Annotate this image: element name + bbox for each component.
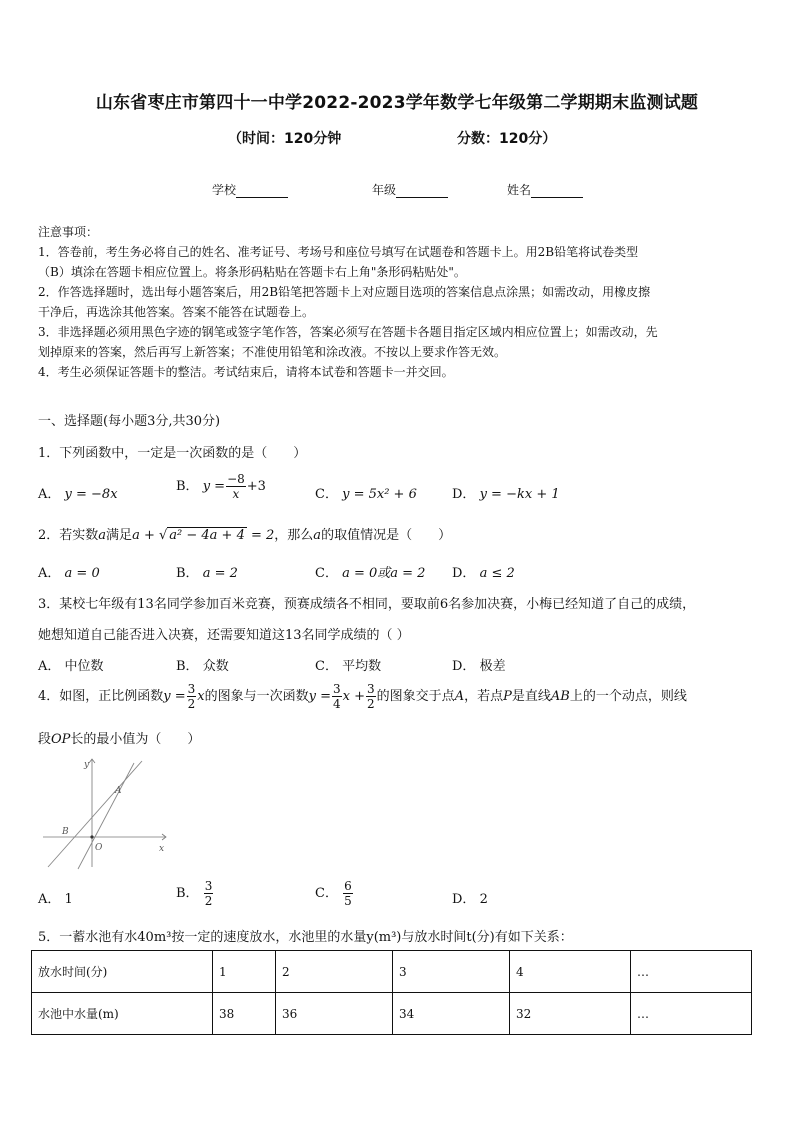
table-cell: 34 <box>393 993 510 1035</box>
denominator: 2 <box>367 697 375 711</box>
option-text: a = 0或a = 2 <box>342 566 426 581</box>
option-label: A． <box>38 659 61 674</box>
option-label: C． <box>315 659 338 674</box>
option-text: a ≤ 2 <box>479 566 515 581</box>
name-field <box>507 181 583 198</box>
notice-line: 划掉原来的答案，然后再写上新答案；不准使用铅笔和涂改液。不按以上要求作答无效。 <box>38 345 507 359</box>
option-label: B． <box>176 659 199 674</box>
formula: y = <box>308 689 332 704</box>
option-label: D． <box>452 659 476 674</box>
question-4-line2 <box>38 728 200 747</box>
table-cell: … <box>631 993 752 1035</box>
option-label: B． <box>176 566 199 581</box>
text: 段 <box>38 732 52 747</box>
point-label: A <box>454 689 465 704</box>
q4-figure <box>38 755 178 873</box>
grade-blank[interactable] <box>396 185 448 198</box>
option-text: a = 0 <box>64 566 100 581</box>
option-text: 极差 <box>479 659 506 674</box>
numerator: 6 <box>344 879 352 893</box>
q4-option-c[interactable] <box>315 879 354 908</box>
table-cell: 38 <box>213 993 276 1035</box>
option-label: A． <box>38 487 61 502</box>
table-cell: 32 <box>510 993 631 1035</box>
option-label: C． <box>315 886 338 901</box>
numerator: 3 <box>367 682 375 696</box>
text: 长的最小值为（ ） <box>70 732 201 747</box>
q5-table <box>31 950 752 1035</box>
text: ，那么 <box>274 528 314 543</box>
option-text: 2 <box>479 892 488 907</box>
option-label: D． <box>452 892 476 907</box>
option-text: 平均数 <box>342 659 382 674</box>
denominator: 4 <box>333 697 341 711</box>
table-cell: 36 <box>276 993 393 1035</box>
option-text: y = 5x² + 6 <box>342 487 417 502</box>
option-label: C． <box>315 566 338 581</box>
denominator: 2 <box>187 697 196 711</box>
table-cell: 1 <box>213 951 276 993</box>
notice-line: 3．非选择题必须用黑色字迹的钢笔或签字笔作答，答案必须写在答题卡各题目指定区域内相应位置上；如需改动，先 <box>38 325 658 339</box>
point-b-label: B <box>62 827 69 837</box>
point-a-label: A <box>115 786 122 796</box>
y-axis-label: y <box>84 760 90 770</box>
question-3-line1: 3．某校七年级有13名同学参加百米竞赛，预赛成绩各不相同，要取前6名参加决赛，小梅已经知道了自己的成绩， <box>38 597 696 612</box>
equation: a + <box>132 528 155 543</box>
option-text: a = 2 <box>202 566 238 581</box>
origin-label: O <box>95 843 103 853</box>
exam-time: （时间：120分钟 <box>228 131 342 147</box>
q2-option-b[interactable] <box>176 562 238 581</box>
grade-label: 年级 <box>372 183 397 197</box>
q1-option-b[interactable] <box>176 472 266 501</box>
origin-point <box>90 835 93 838</box>
question-1-stem: 1．下列函数中，一定是一次函数的是（ ） <box>38 446 307 461</box>
text: 是直线 <box>511 689 551 704</box>
table-cell: 水池中水量(m) <box>32 993 213 1035</box>
option-label: D． <box>452 566 476 581</box>
q3-option-a[interactable] <box>38 655 104 674</box>
fraction <box>187 682 197 711</box>
exam-title: 山东省枣庄市第四十一中学2022-2023学年数学七年级第二学期期末监测试题 <box>95 93 699 113</box>
option-label: B． <box>176 479 199 494</box>
q1-option-a[interactable] <box>38 483 118 502</box>
segment-label: OP <box>51 732 71 747</box>
denominator: 5 <box>344 894 352 908</box>
q3-option-b[interactable] <box>176 655 229 674</box>
fraction <box>343 879 353 908</box>
table-cell: 3 <box>393 951 510 993</box>
option-text: 1 <box>64 892 73 907</box>
notice-block <box>38 222 758 382</box>
question-3-line2: 她想知道自己能否进入决赛，还需要知道这13名同学成绩的（ ） <box>38 628 410 643</box>
name-label: 姓名 <box>507 183 532 197</box>
section-heading: 一、选择题(每小题3分,共30分) <box>38 414 221 429</box>
table-row <box>32 993 752 1035</box>
option-label: A． <box>38 892 61 907</box>
option-label: C． <box>315 487 338 502</box>
q2-option-a[interactable] <box>38 562 100 581</box>
x-axis-label: x <box>159 844 165 854</box>
name-blank[interactable] <box>531 185 583 198</box>
text: ，若点 <box>464 689 504 704</box>
numerator: 3 <box>333 682 341 696</box>
proportional-function-line <box>78 763 134 869</box>
q3-option-c[interactable] <box>315 655 381 674</box>
notice-line: 2．作答选择题时，选出每小题答案后，用2B铅笔把答题卡上对应题目选项的答案信息点涂黑；如需改动，用橡皮擦 <box>38 285 651 299</box>
text: 上的一个动点，则线 <box>569 689 687 704</box>
q4-option-a[interactable] <box>38 888 73 907</box>
q1-option-d[interactable] <box>452 483 560 502</box>
table-cell: 放水时间(分) <box>32 951 213 993</box>
question-5-stem: 5．一蓄水池有水40m³按一定的速度放水，水池里的水量y(m³)与放水时间t(分)有如下关系： <box>38 930 573 945</box>
question-2-stem: 2．若实数a满足a + √ a² − 4a + 4 = 2，那么a的取值情况是（ ） <box>38 528 452 543</box>
point-label: P <box>503 689 512 704</box>
fraction <box>332 682 342 711</box>
option-text: y = −kx + 1 <box>479 487 560 502</box>
q4-option-b[interactable] <box>176 879 214 908</box>
table-cell: 4 <box>510 951 631 993</box>
q4-option-d[interactable] <box>452 888 488 907</box>
option-text: 中位数 <box>64 659 104 674</box>
formula: y = <box>163 689 186 704</box>
text: 4．如图，正比例函数 <box>38 689 164 704</box>
q2-option-c[interactable] <box>315 562 425 581</box>
q2-option-d[interactable] <box>452 562 515 581</box>
text: 2．若实数 <box>38 528 99 543</box>
text: 的取值情况是（ ） <box>321 528 452 543</box>
option-text: +3 <box>246 479 266 494</box>
formula: x + <box>342 689 366 704</box>
grade-field <box>372 181 448 198</box>
text: 满足 <box>106 528 133 543</box>
text: 的图象与一次函数 <box>204 689 309 704</box>
numerator: 3 <box>204 879 213 893</box>
text: 的图象交于点 <box>376 689 455 704</box>
formula: x <box>197 689 205 704</box>
option-label: B． <box>176 886 199 901</box>
notice-line: 1．答卷前，考生务必将自己的姓名、准考证号、考场号和座位号填写在试题卷和答题卡上。用2B铅笔将试卷类型 <box>38 245 639 259</box>
q1-option-c[interactable] <box>315 483 417 502</box>
numerator: 3 <box>187 682 196 696</box>
line-label: AB <box>550 689 570 704</box>
fraction <box>204 879 214 908</box>
equation: = 2 <box>250 528 275 543</box>
fraction <box>226 472 246 501</box>
denominator: 2 <box>204 894 213 908</box>
exam-score: 分数：120分） <box>457 131 557 147</box>
radicand: a² − 4a + 4 <box>169 528 245 543</box>
notice-line: （B）填涂在答题卡相应位置上。将条形码粘贴在答题卡右上角"条形码粘贴处"。 <box>38 265 466 279</box>
question-4-line1 <box>38 682 687 711</box>
numerator: −8 <box>227 472 245 486</box>
option-text: y = <box>202 479 226 494</box>
fraction <box>366 682 376 711</box>
school-field <box>212 181 288 198</box>
option-text: 众数 <box>202 659 229 674</box>
denominator: x <box>232 487 240 501</box>
table-row <box>32 951 752 993</box>
notice-heading: 注意事项： <box>38 225 99 239</box>
variable: a <box>98 528 107 543</box>
option-text: y = −8x <box>64 487 118 502</box>
notice-line: 干净后，再选涂其他答案。答案不能答在试题卷上。 <box>38 305 315 319</box>
table-cell: … <box>631 951 752 993</box>
q3-option-d[interactable] <box>452 655 506 674</box>
option-label: D． <box>452 487 476 502</box>
variable: a <box>313 528 322 543</box>
option-label: A． <box>38 566 61 581</box>
notice-line: 4．考生必须保证答题卡的整洁。考试结束后，请将本试卷和答题卡一并交回。 <box>38 365 454 379</box>
school-label: 学校 <box>212 183 237 197</box>
school-blank[interactable] <box>236 185 288 198</box>
table-cell: 2 <box>276 951 393 993</box>
